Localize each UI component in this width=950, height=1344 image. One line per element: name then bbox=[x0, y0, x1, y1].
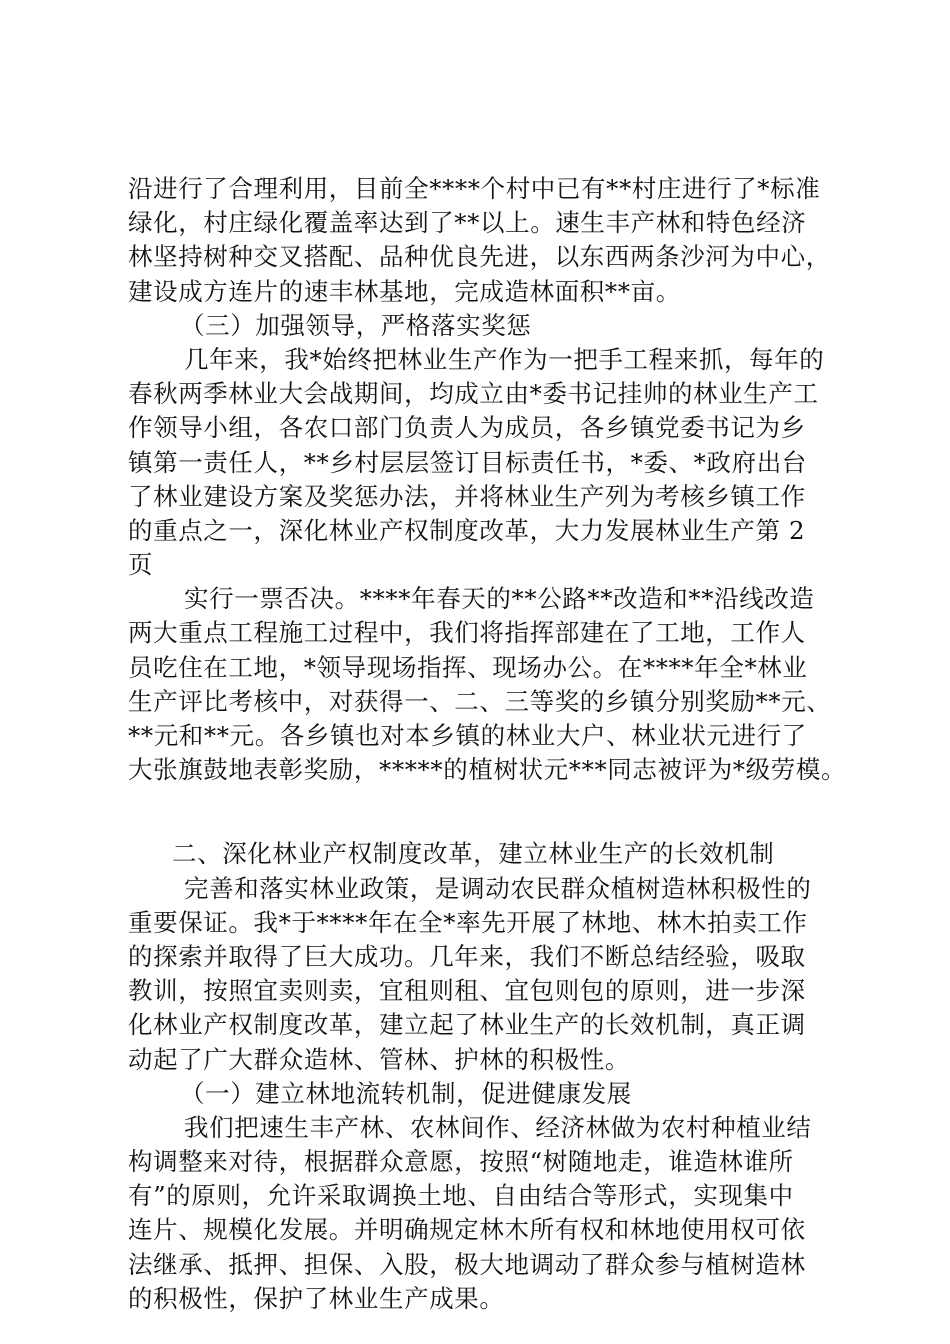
paragraph-1 bbox=[128, 172, 831, 309]
paragraph-spacer bbox=[128, 787, 828, 837]
text-line: 两大重点工程施工过程中，我们将指挥部建在了工地，工作人 bbox=[128, 618, 806, 648]
text-line: 春秋两季林业大会战期间，均成立由*委书记挂帅的林业生产工 bbox=[128, 379, 819, 409]
text-line: 有”的原则，允许采取调换土地、自由结合等形式，实现集中 bbox=[128, 1181, 794, 1211]
text-line: 的积极性，保护了林业生产成果。 bbox=[128, 1283, 505, 1313]
heading-line: 二、深化林业产权制度改革，建立林业生产的长效机制 bbox=[172, 839, 775, 869]
text-line: 完善和落实林业政策，是调动农民群众植树造林积极性的 bbox=[184, 873, 812, 903]
text-line: 沿进行了合理利用，目前全****个村中已有**村庄进行了*标准 bbox=[128, 174, 821, 203]
paragraph-4 bbox=[128, 872, 828, 1077]
text-line: 了林业建设方案及奖惩办法，并将林业生产列为考核乡镇工作 bbox=[128, 481, 806, 511]
text-line: 建设成方连片的速丰林基地，完成造林面积**亩。 bbox=[128, 276, 681, 306]
section-heading-3 bbox=[128, 309, 828, 343]
text-line: 实行一票否决。****年春天的**公路**改造和**沿线改造 bbox=[184, 584, 815, 614]
text-line: 作领导小组，各农口部门负责人为成员，各乡镇党委书记为乡 bbox=[128, 413, 806, 443]
paragraph-2 bbox=[128, 343, 828, 582]
text-line: 教训，按照宜卖则卖，宜租则租、宜包则包的原则，进一步深 bbox=[128, 976, 806, 1006]
text-line: 法继承、抵押、担保、入股，极大地调动了群众参与植树造林 bbox=[128, 1249, 806, 1279]
text-line: **元和**元。各乡镇也对本乡镇的林业大户、林业状元进行了 bbox=[128, 721, 807, 750]
text-line: 林坚持树种交叉搭配、品种优良先进，以东西两条沙河为中心， bbox=[128, 242, 831, 272]
text-line: 生产评比考核中，对获得一、二、三等奖的乡镇分别奖励**元、 bbox=[128, 686, 832, 716]
text-line: 几年来，我*始终把林业生产作为一把手工程来抓，每年的 bbox=[184, 344, 825, 374]
text-line: 大张旗鼓地表彰奖励，*****的植树状元***同志被评为*级劳模。 bbox=[128, 755, 847, 785]
paragraph-5 bbox=[128, 1111, 828, 1316]
section-heading-2 bbox=[128, 837, 828, 871]
text-line: 动起了广大群众造林、管林、护林的积极性。 bbox=[128, 1044, 630, 1074]
heading-line: （一）建立林地流转机制，促进健康发展 bbox=[180, 1078, 632, 1108]
text-line: 页 bbox=[128, 550, 154, 580]
text-line: 的重点之一，深化林业产权制度改革，大力发展林业生产第 2 bbox=[128, 515, 806, 545]
document-body bbox=[128, 172, 847, 1316]
text-line: 绿化，村庄绿化覆盖率达到了**以上。速生丰产林和特色经济 bbox=[128, 208, 807, 238]
text-line: 化林业产权制度改革，建立起了林业生产的长效机制，真正调 bbox=[128, 1010, 806, 1040]
text-line: 镇第一责任人，**乡村层层签订目标责任书，*委、*政府出台 bbox=[128, 447, 807, 477]
section-heading-1 bbox=[128, 1077, 828, 1111]
text-line: 员吃住在工地，*领导现场指挥、现场办公。在****年全*林业 bbox=[128, 652, 808, 682]
text-line: 的探索并取得了巨大成功。几年来，我们不断总结经验，吸取 bbox=[128, 941, 806, 971]
text-line: 我们把速生丰产林、农林间作、经济林做为农村种植业结 bbox=[184, 1112, 812, 1142]
text-line: 连片、规模化发展。并明确规定林木所有权和林地使用权可依 bbox=[128, 1215, 806, 1245]
paragraph-3 bbox=[128, 582, 847, 787]
text-line: 构调整来对待，根据群众意愿，按照“树随地走，谁造林谁所 bbox=[128, 1147, 794, 1177]
text-line: 重要保证。我*于****年在全*率先开展了林地、林木拍卖工作 bbox=[128, 907, 808, 937]
heading-line: （三）加强领导，严格落实奖惩 bbox=[180, 310, 532, 340]
